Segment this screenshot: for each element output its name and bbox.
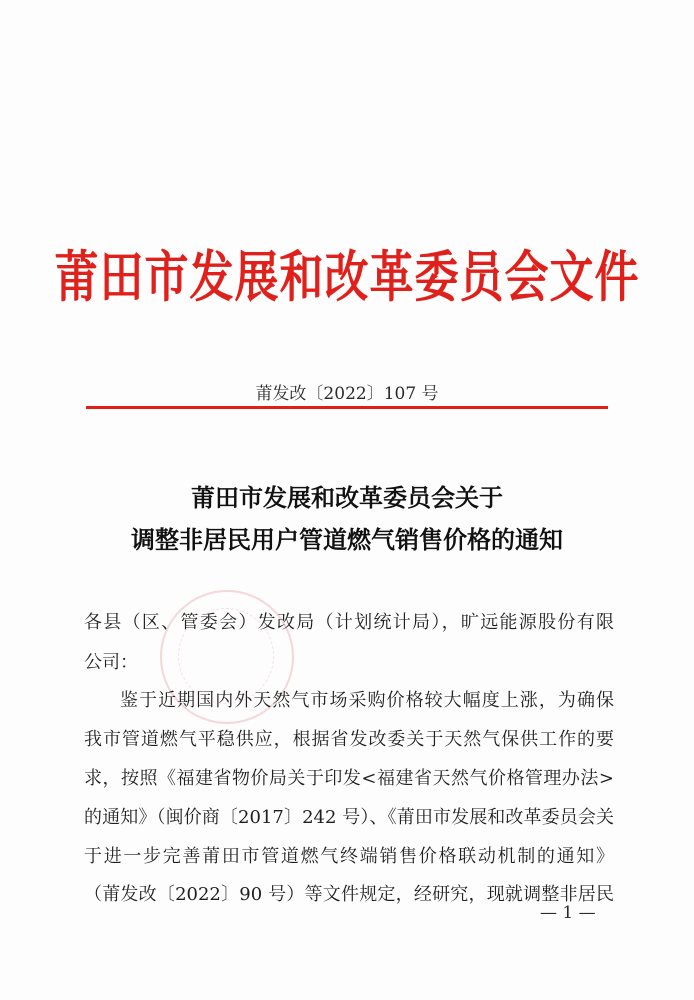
body-line: 求，按照《福建省物价局关于印发<福建省天然气价格管理办法> xyxy=(84,768,614,789)
body-line: 的通知》（闽价商〔2017〕242 号）、《莆田市发展和改革委员会关 xyxy=(84,807,614,828)
document-title-line-2: 调整非居民用户管道燃气销售价格的通知 xyxy=(131,526,563,554)
body-line: 于进一步完善莆田市管道燃气终端销售价格联动机制的通知》 xyxy=(84,846,614,867)
body-line: 各县（区、管委会）发改局（计划统计局），旷远能源股份有限 xyxy=(84,612,614,633)
red-divider xyxy=(86,406,608,409)
body-line: 鉴于近期国内外天然气市场采购价格较大幅度上涨，为确保 xyxy=(120,690,614,711)
body-line: 我市管道燃气平稳供应，根据省发改委关于天然气保供工作的要 xyxy=(84,729,614,750)
issuer-header: 莆田市发展和改革委员会文件 xyxy=(54,245,640,310)
body-line: （莆发改〔2022〕90 号）等文件规定，经研究，现就调整非居民 xyxy=(84,884,614,905)
document-title-line-1: 莆田市发展和改革委员会关于 xyxy=(191,484,503,512)
body-line: 公司： xyxy=(84,652,138,673)
document-number: 莆发改〔2022〕107 号 xyxy=(255,384,439,404)
page-number: — 1 — xyxy=(540,903,596,923)
